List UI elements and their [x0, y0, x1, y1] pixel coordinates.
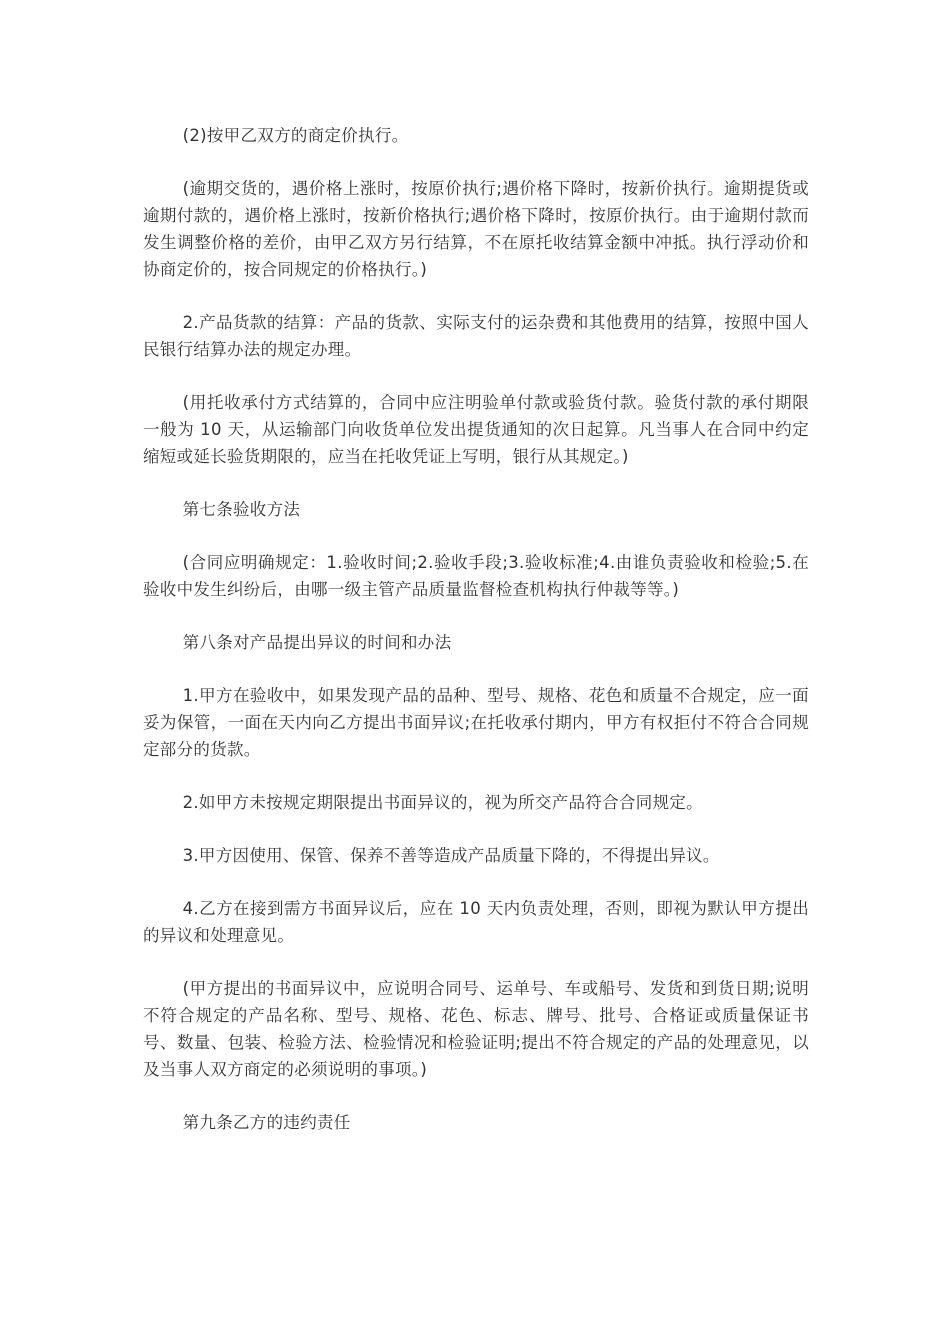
document-page [143, 122, 809, 1162]
paragraph-overdue-price-note: (逾期交货的，遇价格上涨时，按原价执行;遇价格下降时，按新价执行。逾期提货或逾期付款的，遇价格上涨时，按新价格执行;遇价格下降时，按原价执行。由于逾期付款而发生调整价格的差价，由甲乙双方另行结算，不在原托收结算金额中冲抵。执行浮动价和协商定价的，按合同规定的价格执行。) [143, 179, 809, 279]
paragraph-objection-2: 2.如甲方未按规定期限提出书面异议的，视为所交产品符合合同规定。 [182, 793, 703, 812]
section-heading-article-8: 第八条对产品提出异议的时间和办法 [182, 633, 452, 652]
section-heading-article-7: 第七条验收方法 [182, 500, 301, 519]
paragraph-price-negotiated: (2)按甲乙双方的商定价执行。 [182, 126, 409, 145]
paragraph-collection-note: (用托收承付方式结算的，合同中应注明验单付款或验货付款。验货付款的承付期限一般为 10 天，从运输部门向收货单位发出提货通知的次日起算。凡当事人在合同中约定缩短或延长验货期限的，应当在托收凭证上写明，银行从其规定。) [143, 393, 809, 466]
section-heading-article-9: 第九条乙方的违约责任 [182, 1113, 351, 1132]
paragraph-objection-4: 4.乙方在接到需方书面异议后，应在 10 天内负责处理，否则，即视为默认甲方提出的异议和处理意见。 [143, 899, 809, 945]
paragraph-objection-1: 1.甲方在验收中，如果发现产品的品种、型号、规格、花色和质量不合规定，应一面妥为保管，一面在天内向乙方提出书面异议;在托收承付期内，甲方有权拒付不符合合同规定部分的货款。 [143, 686, 809, 759]
paragraph-acceptance-note: (合同应明确规定：1.验收时间;2.验收手段;3.验收标准;4.由谁负责验收和检验;5.在验收中发生纠纷后，由哪一级主管产品质量监督检查机构执行仲裁等等。) [143, 553, 809, 599]
paragraph-payment-settlement: 2.产品货款的结算：产品的货款、实际支付的运杂费和其他费用的结算，按照中国人民银行结算办法的规定办理。 [143, 313, 809, 359]
paragraph-objection-3: 3.甲方因使用、保管、保养不善等造成产品质量下降的，不得提出异议。 [182, 846, 720, 865]
paragraph-objection-note: (甲方提出的书面异议中，应说明合同号、运单号、车或船号、发货和到货日期;说明不符合规定的产品名称、型号、规格、花色、标志、牌号、批号、合格证或质量保证书号、数量、包装、检验方法、检验情况和检验证明;提出不符合规定的产品的处理意见，以及当事人双方商定的必须说明的事项。) [143, 979, 809, 1079]
